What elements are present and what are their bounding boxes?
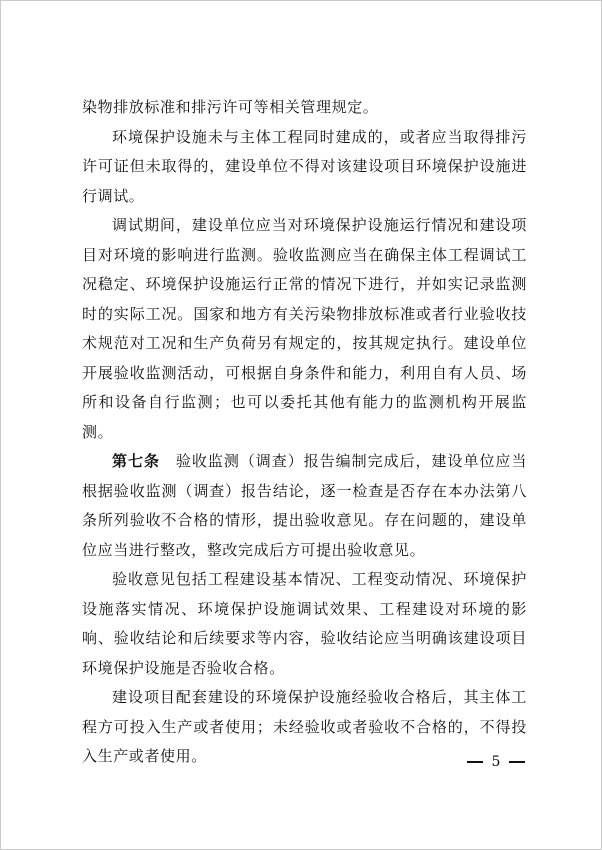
page-number: 5 <box>491 754 501 770</box>
document-body <box>82 93 527 772</box>
page-footer <box>467 751 525 773</box>
paragraph-3: 调试期间，建设单位应当对环境保护设施运行情况和建设项目对环境的影响进行监测。验收监测应当在确保主体工程调试工况稳定、环境保护设施运行正常的情况下进行，并如实记录监测时的实际工况。国家和地方有关污染物排放标准或者行业验收技术规范对工况和生产负荷另有规定的，按其规定执行。建设单位开展验收监测活动，可根据自身条件和能力，利用自有人员、场所和设备自行监测；也可以委托其他有能力的监测机构开展监测。 <box>82 216 527 441</box>
paragraph-1: 染物排放标准和排污许可等相关管理规定。 <box>82 98 379 116</box>
paragraph-article-7 <box>82 447 527 565</box>
paragraph-5: 验收意见包括工程建设基本情况、工程变动情况、环境保护设施落实情况、环境保护设施调试效果、工程建设对环境的影响、验收结论和后续要求等内容，验收结论应当明确该建设项目环境保护设施是否验收合格。 <box>82 570 527 677</box>
paragraph-2: 环境保护设施未与主体工程同时建成的，或者应当取得排污许可证但未取得的，建设单位不得对该建设项目环境保护设施进行调试。 <box>82 127 527 205</box>
article-7-text: 验收监测（调查）报告编制完成后，建设单位应当根据验收监测（调查）报告结论，逐一检查是否存在本办法第八条所列验收不合格的情形，提出验收意见。存在问题的，建设单位应当进行整改，整改完成后方可提出验收意见。 <box>82 452 527 559</box>
paragraph-6: 建设项目配套建设的环境保护设施经验收合格后，其主体工程方可投入生产或者使用；未经验收或者验收不合格的，不得投入生产或者使用。 <box>82 688 527 765</box>
footer-dash-right <box>509 761 525 763</box>
footer-dash-left <box>467 761 483 763</box>
article-label: 第七条 <box>112 452 160 470</box>
